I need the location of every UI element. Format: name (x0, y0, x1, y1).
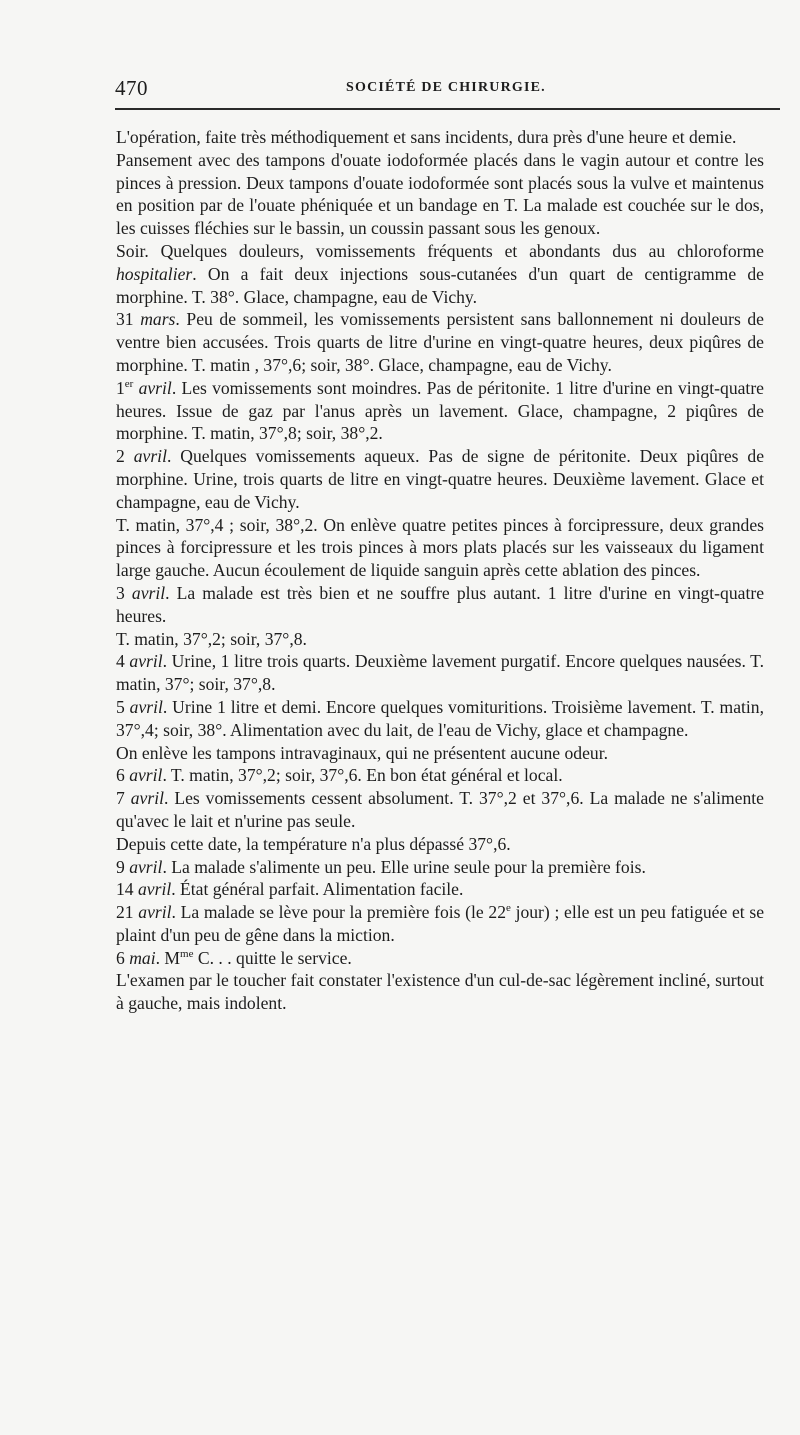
paragraph (116, 149, 764, 240)
paragraph (116, 969, 764, 1015)
text-run: . La malade s'alimente un peu. Elle urine seule pour la première fois. (162, 856, 646, 877)
text-run: 7 (116, 788, 131, 809)
paragraph (116, 650, 764, 696)
text-run: 3 (116, 582, 132, 603)
text-run: . Les vomissements cessent absolument. T. 37°,2 et 37°,6. La malade ne s'alimente qu'avec le lait et n'urine pas seule. (116, 788, 764, 831)
text-run: 5 (116, 696, 130, 717)
italic-text: avril (129, 765, 163, 786)
italic-text: avril (129, 651, 163, 672)
text-run: . Peu de sommeil, les vomissements persistent sans ballonnement ni douleurs de ventre bien accusées. Trois quarts de litre d'urine en vingt-quatre heures, deux piqûres de morphine. T. matin , 37°,6; soir, 38°. Glace, champagne, eau de Vichy. (116, 309, 764, 375)
italic-text: avril (133, 446, 167, 467)
text-run: Depuis cette date, la température n'a plus dépassé 37°,6. (116, 833, 511, 854)
text-run: 1 (116, 377, 125, 398)
italic-text: avril (138, 902, 172, 923)
paragraph (116, 787, 764, 833)
text-run: . État général parfait. Alimentation facile. (171, 879, 464, 900)
text-run: L'examen par le toucher fait constater l'existence d'un cul-de-sac légèrement incliné, surtout à gauche, mais indolent. (116, 970, 764, 1014)
text-run: T. matin, 37°,4 ; soir, 38°,2. On enlève quatre petites pinces à forcipressure, deux grandes pinces à forcipressure et les trois pinces à mors plats placés sur les vaisseaux du ligament large gauche. Aucun écoulement de liquide sanguin après cette ablation des pinces. (116, 514, 764, 581)
text-run: jour) ; elle est un peu fatiguée et se plaint d'un peu de gêne dans la miction. (116, 902, 765, 945)
text-run: T. matin, 37°,2; soir, 37°,8. (116, 628, 307, 649)
italic-text: avril (138, 879, 172, 900)
italic-text: avril (129, 696, 163, 717)
superscript-text: me (180, 947, 194, 960)
paragraph (116, 628, 764, 651)
text-run: Pansement avec des tampons d'ouate iodoformée placés dans le vagin autour et contre les pinces à pression. Deux tampons d'ouate iodoformée sont placés sous la vulve et maintenus en position par de l'ouate phéniquée et un bandage en T. La malade est couchée sur le dos, les cuisses fléchies sur le bassin, un coussin passant sous les genoux. (116, 149, 764, 239)
italic-text: mars (140, 309, 176, 330)
text-run: 2 (116, 446, 134, 467)
paragraph (116, 764, 764, 787)
page-header (115, 72, 765, 106)
text-run: 6 (116, 765, 130, 786)
paragraph (116, 445, 764, 513)
text-run: . Quelques vomissements aqueux. Pas de signe de péritonite. Deux piqûres de morphine. Urine, trois quarts de litre en vingt-quatre heures. Deuxième lavement. Glace et champagne, eau de Vichy. (116, 446, 764, 512)
text-run: 21 (116, 902, 139, 923)
paragraph (116, 696, 764, 742)
italic-text: avril (138, 377, 172, 398)
text-run: 14 (116, 879, 138, 900)
paragraph (116, 742, 764, 765)
text-run: . On a fait deux injections sous-cutanées d'un quart de centigramme de morphine. T. 38°. Glace, champagne, eau de Vichy. (116, 263, 764, 307)
text-run: 6 (116, 947, 130, 968)
text-run: . M (155, 947, 181, 968)
text-run: 9 (116, 856, 130, 877)
paragraph (116, 947, 764, 970)
superscript-text: e (506, 902, 511, 915)
italic-text: avril (130, 788, 164, 809)
italic-text: avril (129, 856, 163, 877)
paragraph (116, 308, 764, 376)
running-title: SOCIÉTÉ DE CHIRURGIE. (346, 80, 546, 95)
paragraph (116, 833, 764, 856)
text-run: On enlève les tampons intravaginaux, qui ne présentent aucune odeur. (116, 742, 608, 763)
text-run: . T. matin, 37°,2; soir, 37°,6. En bon état général et local. (162, 765, 563, 786)
text-run: . Urine 1 litre et demi. Encore quelques vomituritions. Troisième lavement. T. matin, 37°,4; soir, 38°. Alimentation avec du lait, de l'eau de Vichy, glace et champagne. (116, 696, 764, 740)
paragraph (116, 582, 764, 628)
paragraph (116, 240, 764, 308)
text-run: . Les vomissements sont moindres. Pas de péritonite. 1 litre d'urine en vingt-quatre heures. Issue de gaz par l'anus après un lavement. Glace, champagne, 2 piqûres de morphine. T. matin, 37°,8; soir, 38°,2. (116, 377, 764, 444)
paragraph (116, 878, 764, 901)
text-run: C. . . quitte le service. (193, 947, 352, 968)
italic-text: mai (129, 947, 156, 968)
text-run: . La malade se lève pour la première fois (le 22 (171, 902, 506, 923)
paragraph (116, 856, 764, 879)
header-rule (115, 108, 780, 110)
text-run: L'opération, faite très méthodiquement et sans incidents, dura près d'une heure et demie. (116, 127, 737, 147)
italic-text: avril (131, 582, 166, 603)
page-number: 470 (115, 76, 148, 100)
paragraph (116, 901, 764, 947)
paragraph (116, 126, 764, 149)
paragraph (116, 377, 764, 445)
italic-text: hospitalier (116, 263, 193, 284)
page-body (116, 126, 764, 1015)
paragraph (116, 514, 764, 582)
superscript-text: er (124, 377, 134, 390)
text-run: . Urine, 1 litre trois quarts. Deuxième lavement purgatif. Encore quelques nausées. T. matin, 37°; soir, 37°,8. (116, 651, 764, 695)
text-run: Soir. Quelques douleurs, vomissements fréquents et abondants dus au chloroforme (116, 240, 764, 261)
text-run: . La malade est très bien et ne souffre plus autant. 1 litre d'urine en vingt-quatre heures. (116, 582, 764, 626)
text-run: 31 (116, 309, 141, 330)
text-run: 4 (116, 651, 130, 672)
